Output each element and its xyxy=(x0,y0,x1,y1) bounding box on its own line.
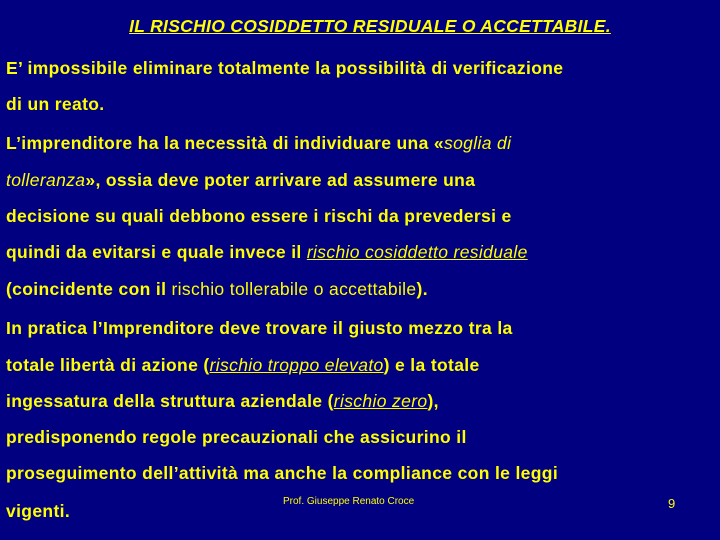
paragraph-2-line-5 xyxy=(6,281,428,299)
emphasis-tolleranza: tolleranza xyxy=(6,170,86,190)
text-segment: (coincidente con il xyxy=(6,279,172,299)
text-segment: ingessatura della struttura aziendale ( xyxy=(6,391,334,411)
footer-author: Prof. Giuseppe Renato Croce xyxy=(283,496,415,507)
paragraph-1-line-2: di un reato. xyxy=(6,94,105,114)
paragraph-2-line-3: decisione su quali debbono essere i rischi da prevedersi e xyxy=(6,206,512,226)
text-segment: », ossia deve poter arrivare ad assumere una xyxy=(85,170,476,190)
term-rischio-elevato: rischio troppo elevato xyxy=(209,355,384,375)
paragraph-3-line-1: In pratica l’Imprenditore deve trovare il giusto mezzo tra la xyxy=(6,318,513,338)
paragraph-3-line-6: vigenti. xyxy=(6,501,71,521)
paragraph-3-line-4: predisponendo regole precauzionali che assicurino il xyxy=(6,427,467,447)
paragraph-2-line-4 xyxy=(6,244,528,262)
paragraph-2-line-2 xyxy=(6,172,475,190)
paragraph-3-line-3 xyxy=(6,393,439,411)
text-segment: ) e la totale xyxy=(383,355,480,375)
term-rischio-tollerabile: rischio tollerabile o accettabile xyxy=(171,279,417,299)
paragraph-1-line-1: E’ impossibile eliminare totalmente la possibilità di verificazione xyxy=(6,58,564,78)
text-segment: L’imprenditore ha la necessità di individuare una « xyxy=(6,133,444,153)
paragraph-3-line-5: proseguimento dell’attività ma anche la compliance con le leggi xyxy=(6,463,559,483)
emphasis-soglia: soglia di xyxy=(443,133,512,153)
text-segment: ). xyxy=(416,279,428,299)
text-segment: ), xyxy=(427,391,439,411)
text-segment: totale libertà di azione ( xyxy=(6,355,210,375)
page-number: 9 xyxy=(668,496,676,511)
paragraph-3-line-2 xyxy=(6,357,480,375)
term-rischio-residuale: rischio cosiddetto residuale xyxy=(306,242,528,262)
paragraph-2-line-1 xyxy=(6,135,511,153)
slide-title: IL RISCHIO COSIDDETTO RESIDUALE O ACCETTABILE. xyxy=(129,16,611,36)
text-segment: quindi da evitarsi e quale invece il xyxy=(6,242,307,262)
term-rischio-zero: rischio zero xyxy=(333,391,428,411)
